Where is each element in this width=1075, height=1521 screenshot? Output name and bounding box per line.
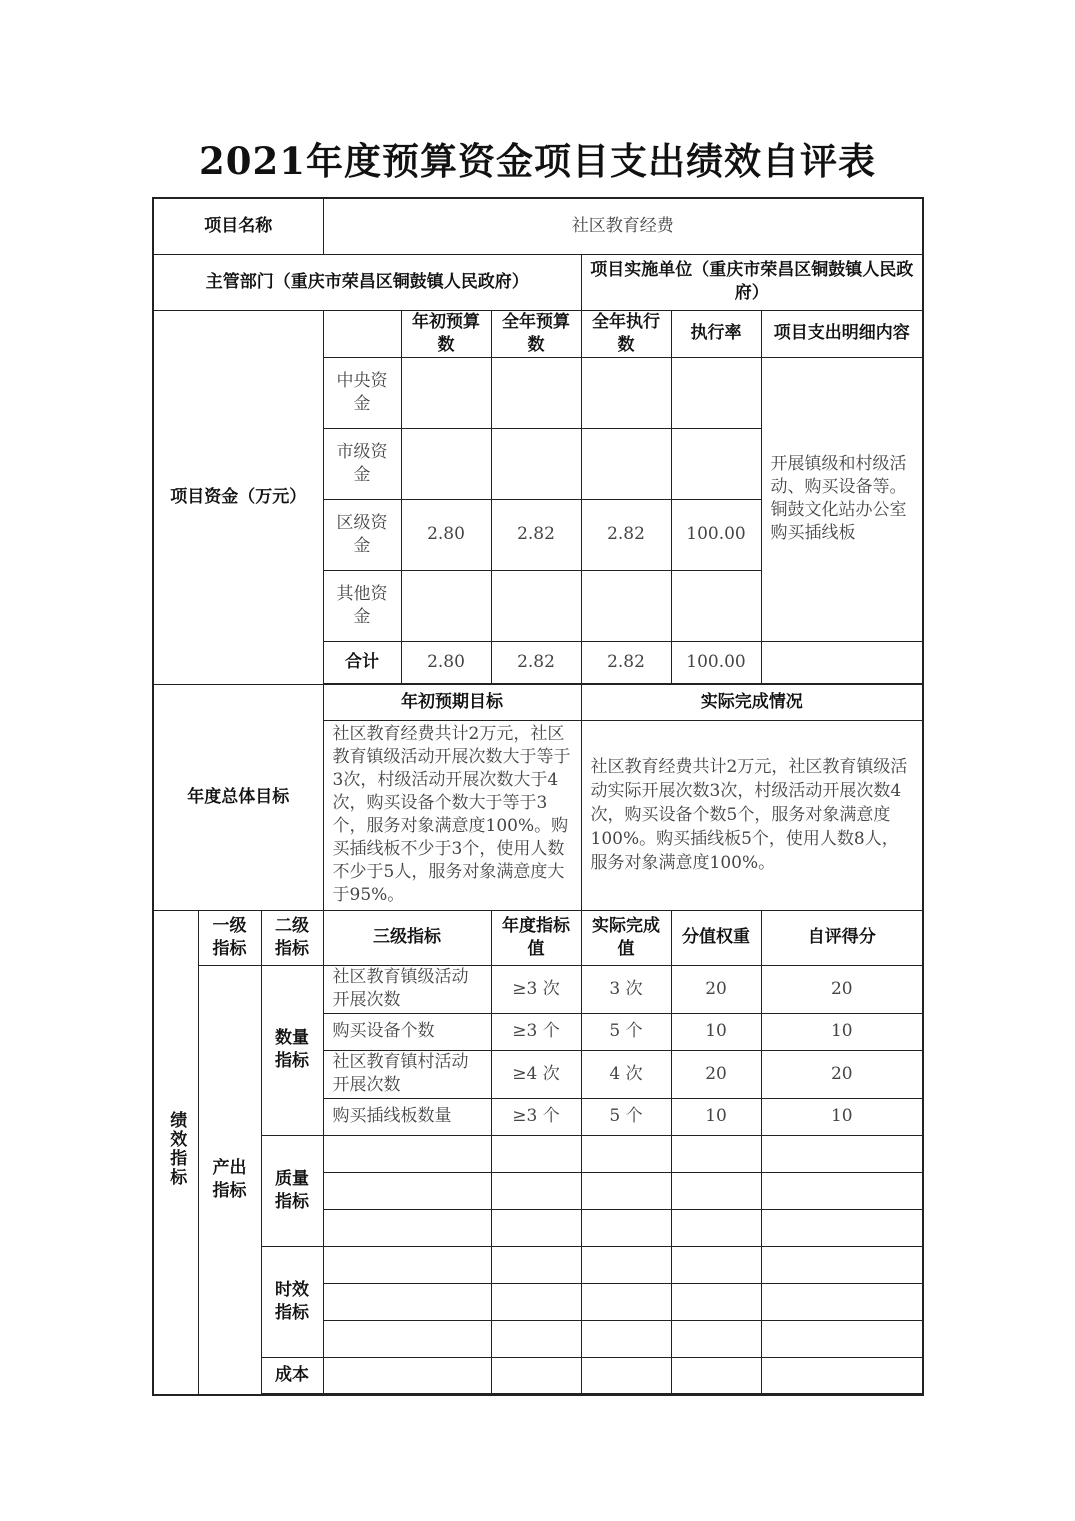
level2-quantity: 数量指标 — [261, 965, 323, 1135]
empty-cell — [581, 1209, 671, 1246]
empty-cell — [581, 1172, 671, 1209]
indicators-section-text: 绩效指标 — [166, 1110, 187, 1187]
funds-label: 项目资金（万元） — [153, 310, 323, 684]
empty-cell — [671, 1357, 761, 1393]
empty-cell — [761, 1320, 923, 1357]
fund-total-detail — [761, 641, 923, 683]
empty-cell — [761, 1246, 923, 1283]
indicator-target: ≥3 个 — [491, 1013, 581, 1050]
fund-cell — [581, 357, 671, 428]
header-level2: 二级指标 — [261, 910, 323, 965]
empty-cell — [323, 1209, 491, 1246]
empty-cell — [581, 1357, 671, 1393]
empty-cell — [491, 1209, 581, 1246]
fund-cell — [671, 570, 761, 641]
fund-total-cell: 2.82 — [491, 641, 581, 683]
fund-cell: 100.00 — [671, 499, 761, 570]
empty-cell — [491, 1283, 581, 1320]
header-weight: 分值权重 — [671, 910, 761, 965]
empty-cell — [323, 1172, 491, 1209]
fund-total-cell: 2.82 — [581, 641, 671, 683]
goals-actual-header: 实际完成情况 — [581, 684, 923, 720]
header-actual: 实际完成值 — [581, 910, 671, 965]
goals-label: 年度总体目标 — [153, 684, 323, 910]
indicator-actual: 3 次 — [581, 965, 671, 1013]
project-name-value: 社区教育经费 — [323, 198, 923, 254]
fund-cell — [401, 357, 491, 428]
fund-cell: 2.82 — [491, 499, 581, 570]
indicator-target: ≥4 次 — [491, 1050, 581, 1098]
indicator-target: ≥3 个 — [491, 1098, 581, 1135]
indicator-score: 20 — [761, 1050, 923, 1098]
funds-corner — [323, 310, 401, 357]
fund-total-cell: 100.00 — [671, 641, 761, 683]
fund-row-name: 区级资金 — [323, 499, 401, 570]
fund-cell — [671, 357, 761, 428]
empty-cell — [581, 1246, 671, 1283]
indicator-name: 社区教育镇村活动开展次数 — [323, 1050, 491, 1098]
performance-table — [152, 197, 924, 1396]
funds-header-detail: 项目支出明细内容 — [761, 310, 923, 357]
indicator-actual: 5 个 — [581, 1013, 671, 1050]
empty-cell — [761, 1135, 923, 1172]
empty-cell — [671, 1209, 761, 1246]
level2-timeliness: 时效指标 — [261, 1246, 323, 1357]
empty-cell — [581, 1283, 671, 1320]
empty-cell — [491, 1135, 581, 1172]
empty-cell — [671, 1283, 761, 1320]
empty-cell — [323, 1283, 491, 1320]
empty-cell — [671, 1320, 761, 1357]
indicators-section-label — [153, 910, 198, 1395]
fund-cell — [401, 428, 491, 499]
level2-quality: 质量指标 — [261, 1135, 323, 1246]
empty-cell — [581, 1320, 671, 1357]
header-target: 年度指标值 — [491, 910, 581, 965]
empty-cell — [761, 1172, 923, 1209]
indicator-weight: 20 — [671, 965, 761, 1013]
level2-cost: 成本 — [261, 1357, 323, 1393]
funds-header-executed: 全年执行数 — [581, 310, 671, 357]
fund-cell: 2.80 — [401, 499, 491, 570]
empty-cell — [491, 1172, 581, 1209]
goals-expected-text: 社区教育经费共计2万元，社区教育镇级活动开展次数大于等于3次，村级活动开展次数大于4次，购买设备个数大于等于3个，服务对象满意度100%。购买插线板不少于3个，使用人数不少于5人，服务对象满意度大于95%。 — [323, 720, 581, 910]
fund-cell: 2.82 — [581, 499, 671, 570]
indicator-actual: 5 个 — [581, 1098, 671, 1135]
indicator-score: 10 — [761, 1098, 923, 1135]
level1-output: 产出指标 — [198, 965, 261, 1395]
project-name-label: 项目名称 — [153, 198, 323, 254]
header-level3: 三级指标 — [323, 910, 491, 965]
fund-cell — [401, 570, 491, 641]
indicator-name: 购买设备个数 — [323, 1013, 491, 1050]
funds-detail: 开展镇级和村级活动、购买设备等。铜鼓文化站办公室购买插线板 — [761, 357, 923, 641]
page-title: 2021年度预算资金项目支出绩效自评表 — [199, 139, 876, 183]
empty-cell — [323, 1320, 491, 1357]
funds-header-annual: 全年预算数 — [491, 310, 581, 357]
indicator-weight: 20 — [671, 1050, 761, 1098]
funds-header-rate: 执行率 — [671, 310, 761, 357]
fund-row-name: 其他资金 — [323, 570, 401, 641]
fund-total-cell: 2.80 — [401, 641, 491, 683]
fund-row-name: 中央资金 — [323, 357, 401, 428]
empty-cell — [671, 1135, 761, 1172]
empty-cell — [671, 1246, 761, 1283]
fund-row-name: 市级资金 — [323, 428, 401, 499]
empty-cell — [323, 1246, 491, 1283]
fund-cell — [581, 428, 671, 499]
empty-cell — [671, 1172, 761, 1209]
header-score: 自评得分 — [761, 910, 923, 965]
unit-label: 项目实施单位（重庆市荣昌区铜鼓镇人民政府） — [581, 254, 923, 310]
indicator-name: 购买插线板数量 — [323, 1098, 491, 1135]
fund-cell — [491, 570, 581, 641]
dept-label: 主管部门（重庆市荣昌区铜鼓镇人民政府） — [153, 254, 581, 310]
empty-cell — [491, 1357, 581, 1393]
empty-cell — [581, 1135, 671, 1172]
indicator-actual: 4 次 — [581, 1050, 671, 1098]
header-level1: 一级指标 — [198, 910, 261, 965]
indicator-target: ≥3 次 — [491, 965, 581, 1013]
empty-cell — [491, 1320, 581, 1357]
empty-cell — [323, 1357, 491, 1393]
goals-expected-header: 年初预期目标 — [323, 684, 581, 720]
funds-header-initial: 年初预算数 — [401, 310, 491, 357]
fund-cell — [491, 428, 581, 499]
fund-cell — [671, 428, 761, 499]
empty-cell — [761, 1209, 923, 1246]
fund-cell — [581, 570, 671, 641]
indicator-score: 10 — [761, 1013, 923, 1050]
indicator-name: 社区教育镇级活动开展次数 — [323, 965, 491, 1013]
indicator-weight: 10 — [671, 1098, 761, 1135]
empty-cell — [761, 1283, 923, 1320]
indicator-weight: 10 — [671, 1013, 761, 1050]
fund-total-label: 合计 — [323, 641, 401, 683]
empty-cell — [323, 1135, 491, 1172]
indicator-score: 20 — [761, 965, 923, 1013]
goals-actual-text: 社区教育经费共计2万元，社区教育镇级活动实际开展次数3次，村级活动开展次数4次，购买设备个数5个，服务对象满意度100%。购买插线板5个，使用人数8人，服务对象满意度100%。 — [581, 720, 923, 910]
fund-cell — [491, 357, 581, 428]
empty-cell — [761, 1357, 923, 1393]
empty-cell — [491, 1246, 581, 1283]
